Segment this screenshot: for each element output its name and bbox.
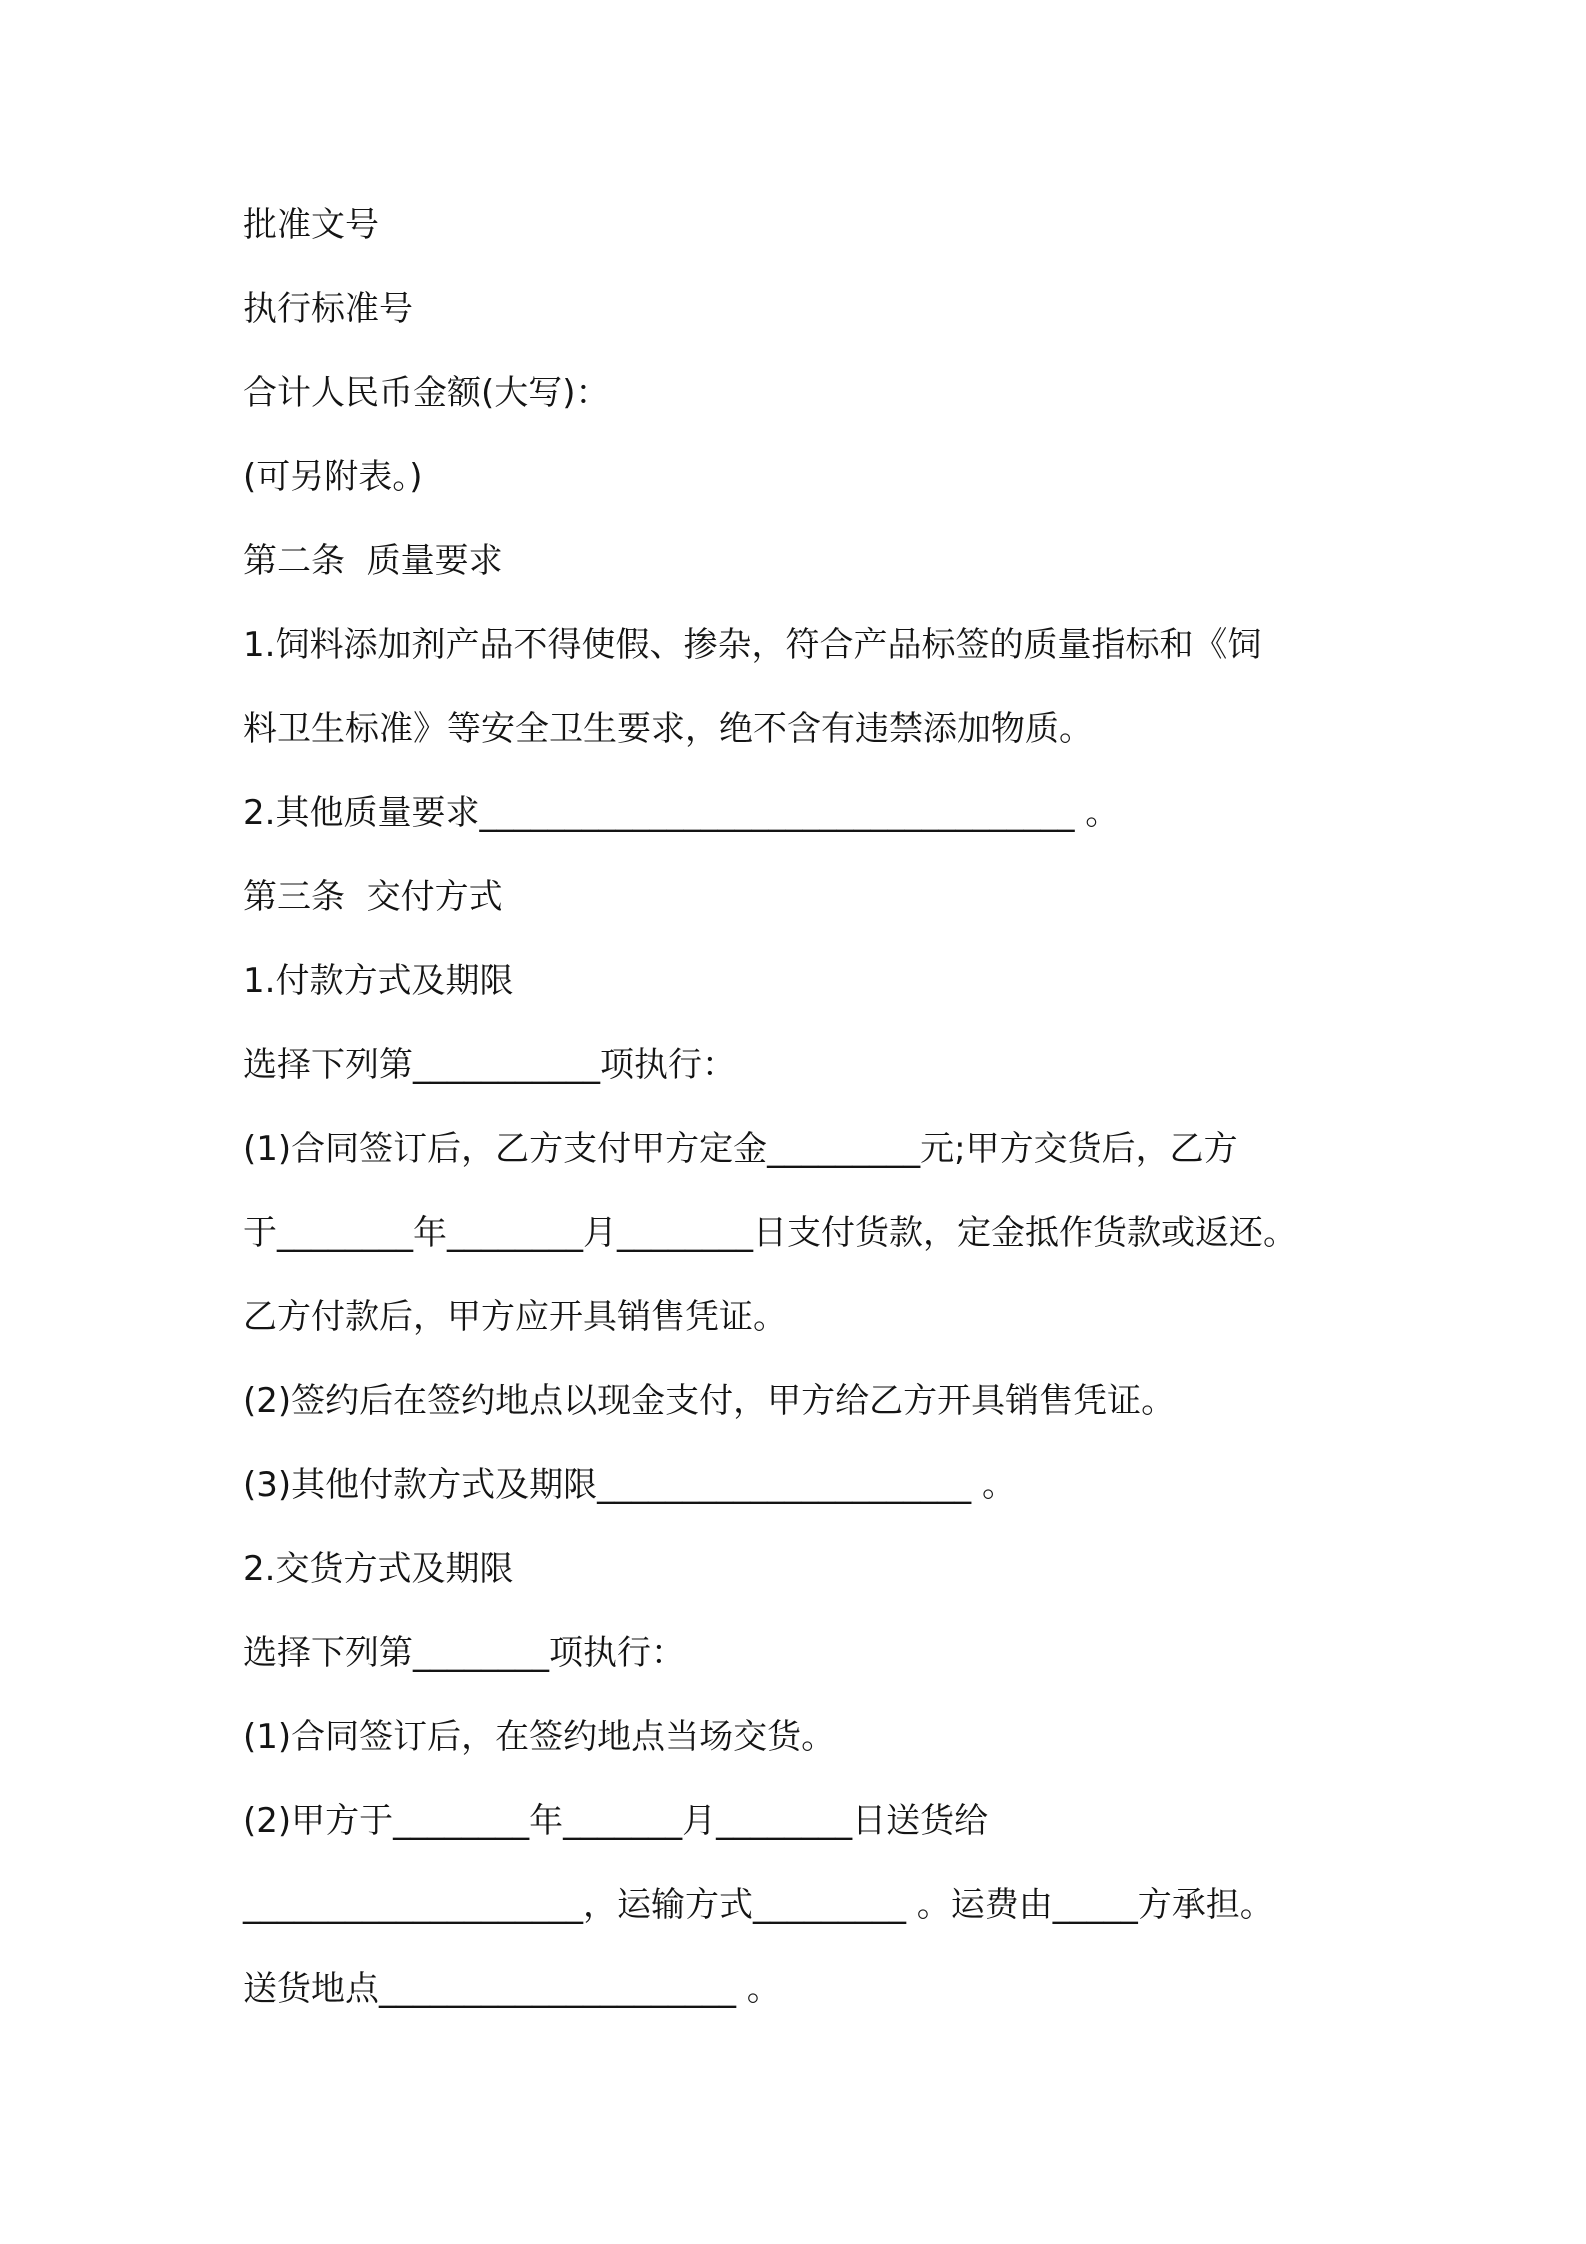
payment-option-select: 选择下列第___________项执行： (243, 1045, 736, 1085)
payment-section-heading: 1.付款方式及期限 (243, 961, 514, 1001)
article-3-heading: 第三条 交付方式 (243, 877, 503, 917)
approval-number-label: 批准文号 (243, 205, 379, 245)
attachment-note: (可另附表。) (243, 457, 423, 497)
quality-clause-1-line-1: 1.饲料添加剂产品不得使假、掺杂，符合产品标签的质量指标和《饲 (243, 625, 1262, 665)
delivery-option-select: 选择下列第________项执行： (243, 1633, 685, 1673)
delivery-section-heading: 2.交货方式及期限 (243, 1549, 514, 1589)
payment-option-1-line-3: 乙方付款后，甲方应开具销售凭证。 (243, 1297, 787, 1337)
payment-option-3: (3)其他付款方式及期限______________________ 。 (243, 1465, 1016, 1505)
contract-text-body (243, 200, 1383, 2048)
standard-number-label: 执行标准号 (243, 289, 413, 329)
payment-option-2: (2)签约后在签约地点以现金支付，甲方给乙方开具销售凭证。 (243, 1381, 1176, 1421)
quality-clause-2: 2.其他质量要求___________________________________ 。 (243, 793, 1120, 833)
delivery-option-1: (1)合同签订后，在签约地点当场交货。 (243, 1717, 836, 1757)
delivery-option-2-line-1: (2)甲方于________年_______月________日送货给 (243, 1801, 989, 1841)
payment-option-1-line-1: (1)合同签订后，乙方支付甲方定金_________元;甲方交货后，乙方 (243, 1129, 1238, 1169)
delivery-address-line: 送货地点_____________________ 。 (243, 1969, 781, 2009)
payment-option-1-line-2: 于________年________月________日支付货款，定金抵作货款或返还。 (243, 1213, 1297, 1253)
article-2-heading: 第二条 质量要求 (243, 541, 503, 581)
quality-clause-1-line-2: 料卫生标准》等安全卫生要求，绝不含有违禁添加物质。 (243, 709, 1093, 749)
delivery-option-2-line-2: ____________________，运输方式_________ 。运费由_____方承担。 (243, 1885, 1274, 1925)
total-amount-label: 合计人民币金额(大写)： (243, 373, 610, 413)
